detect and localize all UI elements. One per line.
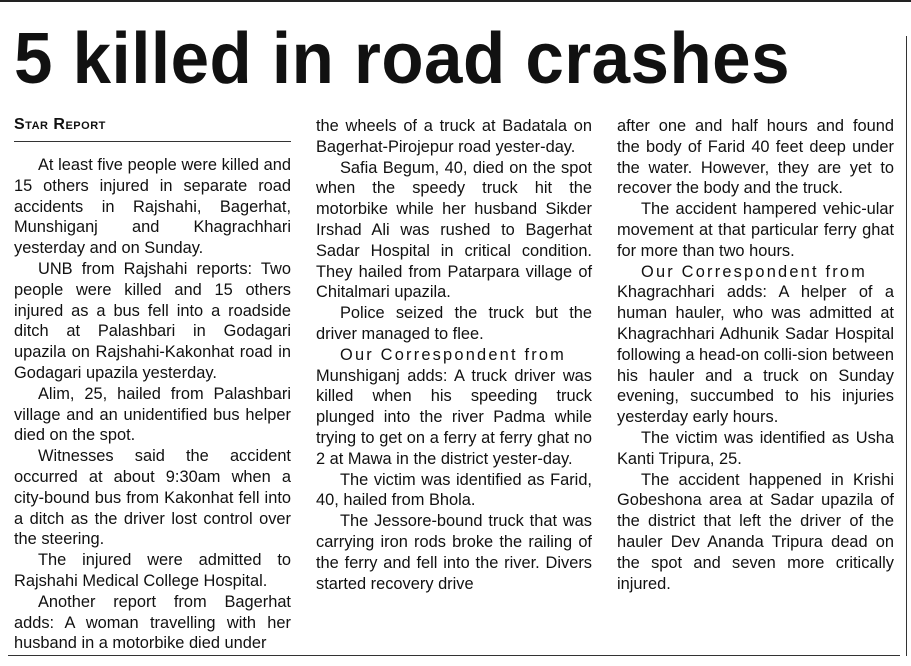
paragraph: Another report from Bagerhat adds: A woman travelling with her husband in a motorbike died under [14, 592, 291, 653]
paragraph: The accident hampered vehic-ular movement at that particular ferry ghat for more than two hours. [617, 200, 894, 260]
paragraph: The victim was identified as Farid, 40, hailed from Bhola. [316, 470, 592, 510]
paragraph: Police seized the truck but the driver managed to flee. [316, 304, 592, 343]
bottom-rule [8, 655, 900, 656]
paragraph: the wheels of a truck at Badatala on Bagerhat-Pirojepur road yester-day. [316, 117, 592, 156]
paragraph: Munshiganj adds: A truck driver was killed when his speeding truck plunged into the river Padma while trying to get on a ferry at ferry ghat no 2 at Mawa in the district yester-day. [316, 366, 592, 468]
paragraph: The victim was identified as Usha Kanti Tripura, 25. [617, 428, 894, 468]
paragraph: Safia Begum, 40, died on the spot when the speedy truck hit the motorbike while her husband Sikder Irshad Ali was rushed to Bagerhat Sadar Hospital in critical condition. They hailed from Patarpara village of Chitalmari upazila. [316, 158, 592, 302]
column-1 [14, 155, 291, 654]
column-2 [316, 116, 592, 594]
paragraph: At least five people were killed and 15 others injured in separate road accidents in Rajshahi, Bagerhat, Munshiganj and Khagrachhari yesterday and on Sunday. [14, 156, 291, 258]
byline-rule [14, 141, 291, 142]
paragraph: The accident happened in Krishi Gobeshona area at Sadar upazila of the district that left the driver of the hauler Dev Ananda Tripura dead on the spot and seven more critically injured. [617, 470, 894, 593]
headline: 5 killed in road crashes [14, 19, 791, 99]
paragraph: UNB from Rajshahi reports: Two people were killed and 15 others injured as a bus fell into a roadside ditch at Palashbari in Godagari upazila on Rajshahi-Kakonhat road in Godagari upazila yesterday. [14, 259, 291, 382]
paragraph: The injured were admitted to Rajshahi Medical College Hospital. [14, 551, 291, 590]
right-column-rule [906, 36, 907, 656]
paragraph: Alim, 25, hailed from Palashbari village and an unidentified bus helper died on the spot. [14, 384, 291, 445]
correspondent-credit: Our Correspondent from [641, 262, 868, 281]
paragraph: Khagrachhari adds: A helper of a human hauler, who was admitted at Khagrachhari Adhunik Sadar Hospital following a head-on colli-sion between his hauler and a truck on Sunday evening, succumbed to his injuries yesterday early hours. [617, 283, 894, 427]
byline: Star Report [14, 116, 106, 133]
correspondent-credit: Our Correspondent from [340, 345, 567, 364]
column-3 [617, 116, 894, 594]
top-rule [0, 0, 911, 2]
paragraph: The Jessore-bound truck that was carrying iron rods broke the railing of the ferry and fell into the river. Divers started recovery drive [316, 512, 592, 593]
paragraph: Witnesses said the accident occurred at about 9:30am when a city-bound bus from Kakonhat fell into a ditch as the driver lost control over the steering. [14, 447, 291, 549]
paragraph: after one and half hours and found the body of Farid 40 feet deep under the water. However, they are yet to recover the body and the truck. [617, 117, 894, 198]
